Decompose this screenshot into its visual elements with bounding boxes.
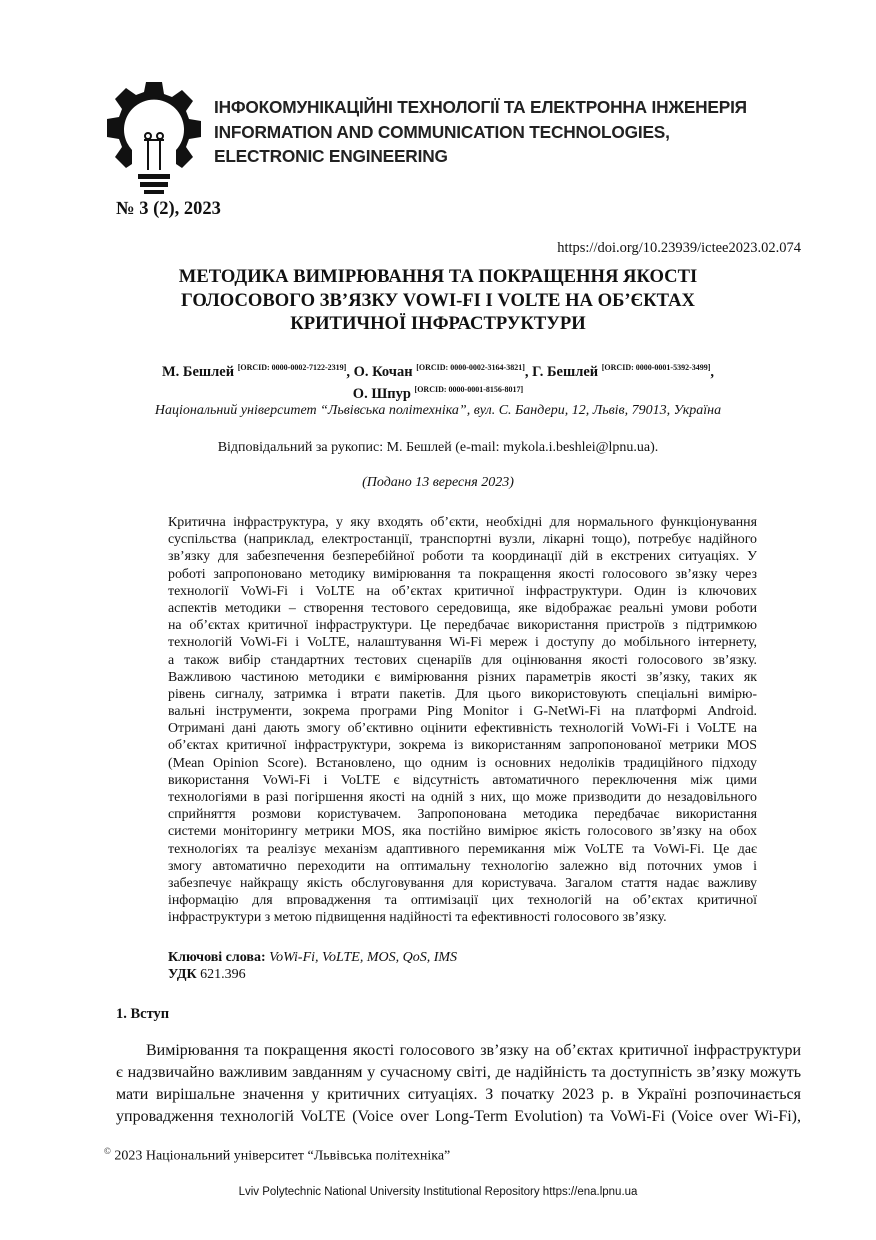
- text-line: суспільства (наприклад, електростанції, транспортні вузли, лікарні тощо), потребує надійного: [168, 532, 757, 548]
- keywords: VoWi-Fi, VoLTE, MOS, QoS, IMS: [269, 950, 458, 965]
- keywords-block: [168, 949, 457, 983]
- text-line: Отримані дані дають змогу об’єктивно оцінити ефективність технологій VoWi-Fi і VoLTE на: [168, 721, 757, 737]
- author-name: О. Шпур: [352, 386, 411, 402]
- affiliation: Національний університет “Львівська політехніка”, вул. С. Бандери, 12, Львів, 79013, Україна: [154, 403, 722, 418]
- text-line: аспектів методики – створення тестового середовища, яке відображає реальні умови роботи: [168, 600, 757, 616]
- text-line: забезпечує найкращу якість обслуговування для користувача. Загалом стаття надає важливу: [168, 875, 757, 891]
- article-title: [0, 265, 876, 336]
- udc-label: УДК: [168, 967, 197, 982]
- text-line: Важливою частиною методики є вимірювання різних параметрів якості зв’язку, таких як: [168, 669, 757, 685]
- text-line: технологій VoWi-Fi і VoLTE, налаштування Wi-Fi мереж і доступу до мобільного інтернету,: [168, 635, 757, 651]
- copyright-notice: [104, 1146, 450, 1165]
- author-orcid[interactable]: [ORCID: 0000-0002-3164-3821]: [416, 363, 525, 372]
- title-line: МЕТОДИКА ВИМІРЮВАННЯ ТА ПОКРАЩЕННЯ ЯКОСТІ: [178, 266, 698, 287]
- author-name: М. Бешлей: [161, 364, 235, 380]
- author-orcid[interactable]: [ORCID: 0000-0001-8156-8017]: [414, 385, 524, 394]
- text-line: об’єктах критичної інфраструктури, зокрема із використанням запропонованої метрики MOS: [168, 738, 757, 754]
- issue-number: № 3 (2), 2023: [116, 199, 221, 219]
- text-line: технології VoWi-Fi і VoLTE на об’єктах критичної інфраструктури. Один із ключових: [168, 583, 757, 599]
- text-line: технологіями в разі погіршення якості на одній з них, що може призводити до незадовільного: [168, 790, 757, 805]
- author-name: О. Кочан: [353, 364, 413, 380]
- keywords-label: Ключові слова:: [168, 950, 266, 965]
- intro-paragraph: [116, 1040, 801, 1128]
- author-orcid[interactable]: [ORCID: 0000-0002-7122-2319]: [237, 363, 347, 372]
- text-line: роботі запропоновано методику вимірювання та покращення якості голосового зв’язку через: [168, 566, 757, 582]
- text-line: на об’єктах критичної інфраструктури. Це передбачає використання пристроїв з підтримкою: [168, 618, 757, 634]
- title-line: ГОЛОСОВОГО ЗВ’ЯЗКУ VOWI-FI І VOLTE НА ОБ’ЄКТАХ: [181, 289, 695, 311]
- text-line: мати вирішальне значення у критичних ситуаціях. З початку 2023 р. в Україні розпочинається: [116, 1086, 801, 1103]
- section-heading: 1. Вступ: [116, 1006, 170, 1022]
- text-line: (Mean Opinion Score). Встановлено, що одним із основних недоліків традиційного підходу: [168, 755, 757, 771]
- text-line: Вимірювання та покращення якості голосового зв’язку на об’єктах критичної інфраструктури: [146, 1042, 801, 1059]
- author-orcid[interactable]: [ORCID: 0000-0001-5392-3499]: [601, 363, 711, 372]
- journal-logo-gear-lightbulb-icon: [106, 80, 202, 198]
- submission-date: (Подано 13 вересня 2023): [362, 475, 514, 490]
- text-line: змогу автоматично переходити на оптимальну технологію залежно від поточних умов і: [168, 858, 757, 874]
- text-line: зв’язку для забезпечення безперебійної роботи та координації дій в екстрених ситуаціях. У: [168, 549, 757, 565]
- text-line: є надзвичайно важливим завданням у сучасному світі, де надійність та доступність зв’язку можуть: [116, 1064, 801, 1081]
- copyright-symbol: ©: [104, 1146, 111, 1156]
- journal-title-en-2: ELECTRONIC ENGINEERING: [214, 146, 448, 166]
- text-line: вальні інструменти, зокрема програми Ping Monitor і G-NetWi-Fi на платформі Android.: [168, 704, 757, 720]
- text-line: системи моніторингу метрики MOS, яка постійно вимірює якість голосового зв’язку на обох: [168, 824, 757, 840]
- text-line: а також вибір стандартних тестових сценаріїв для оцінювання якості голосового зв’язку.: [168, 652, 757, 668]
- text-line: рівень сигналу, затримка і втрати пакетів. Для цього використовують спеціальні вимірю-: [168, 686, 757, 702]
- text-line: упровадження технологій VoLTE (Voice over Long-Term Evolution) та VoWi-Fi (Voice over Wi-Fi),: [116, 1108, 801, 1125]
- text-line: сприйняття розмови користувачем. Запропонована методика передбачає використання: [168, 807, 757, 823]
- journal-title-en-1: INFORMATION AND COMMUNICATION TECHNOLOGIES,: [214, 122, 670, 142]
- corresponding-author: Відповідальний за рукопис: М. Бешлей (e-mail: mykola.i.beshlei@lpnu.ua).: [217, 440, 659, 455]
- text-line: використання VoWi-Fi і VoLTE є відсутність автоматичного переключення між цими: [168, 772, 757, 788]
- author-name: Г. Бешлей: [532, 364, 599, 380]
- text-line: Критична інфраструктура, у яку входять об’єкти, необхідні для нормального функціонування: [168, 515, 757, 530]
- text-line: інфраструктури з метою підвищення надійності та ефективності голосового зв’язку.: [168, 910, 667, 926]
- udc-code: 621.396: [200, 967, 246, 982]
- title-line: КРИТИЧНОЇ ІНФРАСТРУКТУРИ: [290, 313, 586, 334]
- author-list: М. Бешлей [ORCID: 0000-0002-7122-2319], О. Кочан [ORCID: 0000-0002-3164-3821], Г. Бешлей [ORCID: 0000-0001-5392-3499], О. Шпур [ORCID: 0000-0001-8156-8017]: [161, 363, 715, 402]
- abstract: [168, 514, 757, 927]
- copyright-text: 2023 Національний університет “Львівська політехніка”: [110, 1148, 451, 1164]
- doi-link[interactable]: https://doi.org/10.23939/ictee2023.02.074: [557, 240, 801, 256]
- repository-footer: Lviv Polytechnic National University Institutional Repository https://ena.lpnu.ua: [238, 1186, 638, 1198]
- text-line: технологіях та реалізує механізм адаптивного перемикання між VoLTE та VoWi-Fi. Це дає: [168, 841, 757, 857]
- text-line: інформацію для впровадження та оптимізації цих технологій на об’єктах критичної: [168, 893, 757, 909]
- journal-title-ua: ІНФОКОМУНІКАЦІЙНІ ТЕХНОЛОГІЇ ТА ЕЛЕКТРОННА ІНЖЕНЕРІЯ: [214, 97, 747, 117]
